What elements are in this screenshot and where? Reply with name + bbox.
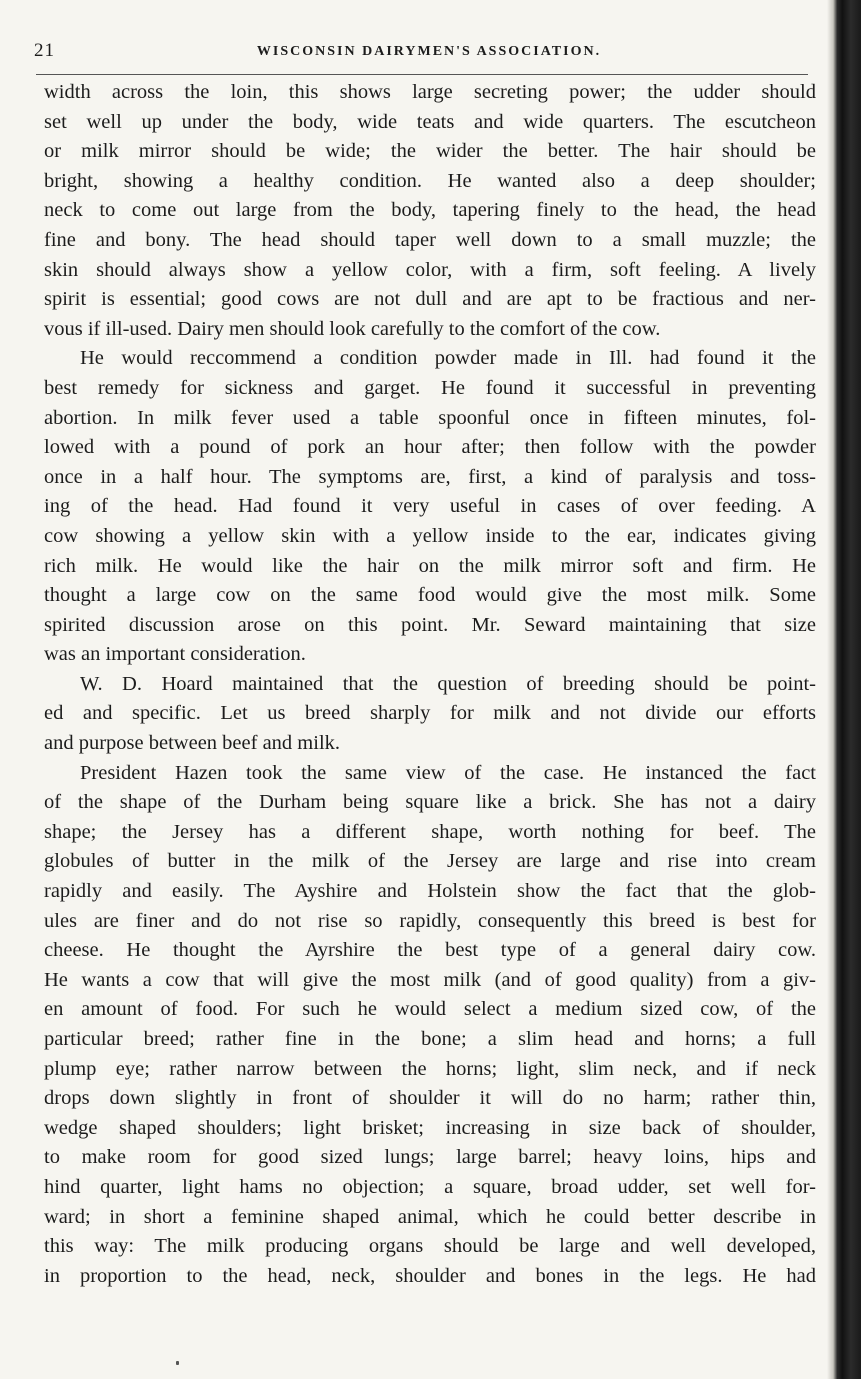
- text-line: width across the loin, this shows large secreting power; the udder should: [44, 81, 816, 103]
- ink-speck: [176, 1361, 179, 1365]
- text-line: of the shape of the Durham being square like a brick. She has not a dairy: [44, 791, 816, 814]
- header-rule: [36, 74, 808, 75]
- text-line: ed and specific. Let us breed sharply for milk and not divide our efforts: [44, 702, 816, 725]
- text-line: once in a half hour. The symptoms are, first, a kind of paralysis and toss-: [44, 465, 816, 488]
- page-header: [34, 40, 824, 70]
- text-line: spirit is essential; good cows are not dull and are apt to be fractious and ner-: [44, 288, 816, 311]
- text-line: cheese. He thought the Ayrshire the best type of a general dairy cow.: [44, 939, 816, 962]
- text-line: shape; the Jersey has a different shape, worth nothing for beef. The: [44, 820, 816, 843]
- text-line: He wants a cow that will give the most milk (and of good quality) from a giv-: [44, 968, 816, 991]
- text-line: President Hazen took the same view of the case. He instanced the fact: [80, 761, 816, 784]
- text-line: to make room for good sized lungs; large barrel; heavy loins, hips and: [44, 1146, 816, 1169]
- text-line: neck to come out large from the body, tapering finely to the head, the head: [44, 199, 816, 222]
- text-line: abortion. In milk fever used a table spoonful once in fifteen minutes, fol-: [44, 406, 816, 429]
- text-line: globules of butter in the milk of the Jersey are large and rise into cream: [44, 850, 816, 873]
- text-line: lowed with a pound of pork an hour after; then follow with the powder: [44, 436, 816, 459]
- text-line: cow showing a yellow skin with a yellow inside to the ear, indicates giving: [44, 524, 816, 547]
- text-line: plump eye; rather narrow between the horns; light, slim neck, and if neck: [44, 1057, 816, 1080]
- text-line: drops down slightly in front of shoulder it will do no harm; rather thin,: [44, 1087, 816, 1110]
- text-line: ward; in short a feminine shaped animal, which he could better describe in: [44, 1205, 816, 1228]
- text-line: set well up under the body, wide teats and wide quarters. The escutcheon: [44, 110, 816, 133]
- text-line: ing of the head. Had found it very useful in cases of over feeding. A: [44, 495, 816, 518]
- text-line: this way: The milk producing organs should be large and well developed,: [44, 1235, 816, 1258]
- text-line: wedge shaped shoulders; light brisket; increasing in size back of shoulder,: [44, 1116, 816, 1139]
- text-line: was an important consideration.: [44, 643, 306, 666]
- text-line: best remedy for sickness and garget. He found it successful in preventing: [44, 376, 816, 399]
- text-line: skin should always show a yellow color, with a firm, soft feeling. A lively: [44, 258, 816, 281]
- text-line: rapidly and easily. The Ayshire and Holstein show the fact that the glob-: [44, 880, 816, 903]
- text-line: and purpose between beef and milk.: [44, 732, 341, 755]
- text-line: or milk mirror should be wide; the wider the better. The hair should be: [44, 140, 816, 163]
- text-line: ules are finer and do not rise so rapidly, consequently this breed is best for: [44, 909, 816, 932]
- text-line: hind quarter, light hams no objection; a square, broad udder, set well for-: [44, 1175, 816, 1198]
- text-line: He would reccommend a condition powder made in Ill. had found it the: [80, 347, 816, 370]
- text-line: W. D. Hoard maintained that the question of breeding should be point-: [80, 672, 816, 695]
- text-line: vous if ill-used. Dairy men should look carefully to the comfort of the cow.: [44, 317, 661, 340]
- text-line: in proportion to the head, neck, shoulder and bones in the legs. He had: [44, 1264, 816, 1287]
- running-head: WISCONSIN DAIRYMEN'S ASSOCIATION.: [256, 44, 602, 59]
- text-line: spirited discussion arose on this point. Mr. Seward maintaining that size: [44, 613, 816, 636]
- text-line: rich milk. He would like the hair on the milk mirror soft and firm. He: [44, 554, 816, 577]
- text-line: thought a large cow on the same food would give the most milk. Some: [44, 584, 816, 607]
- book-binding-edge: [827, 0, 861, 1379]
- page-number: 21: [34, 40, 55, 61]
- body-text: [44, 78, 816, 1291]
- text-line: fine and bony. The head should taper well down to a small muzzle; the: [44, 228, 816, 251]
- text-line: particular breed; rather fine in the bone; a slim head and horns; a full: [44, 1028, 816, 1050]
- text-line: bright, showing a healthy condition. He wanted also a deep shoulder;: [44, 169, 816, 192]
- text-line: en amount of food. For such he would select a medium sized cow, of the: [44, 998, 816, 1021]
